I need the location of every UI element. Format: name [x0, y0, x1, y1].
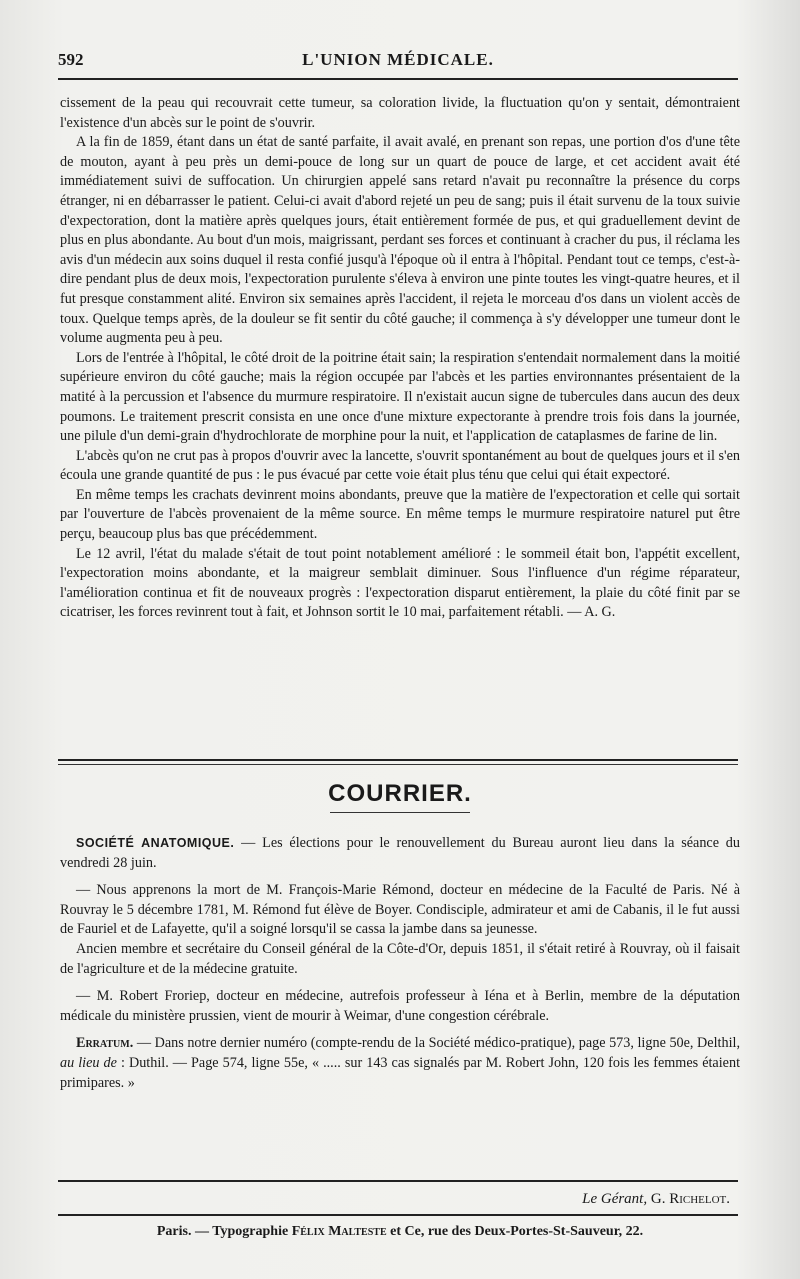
page-number: 592 [58, 50, 84, 69]
article-paragraph: A la fin de 1859, étant dans un état de santé parfaite, il avait avalé, en prenant son repas, une portion d'os d'une tête de mouton, ayant à peu près un demi-pouce de long sur un quart de pouce de large, et cet accident avait été immédiatement suivi de suffocation. Un chirurgien appelé sans retard n'avait pu reconnaître la présence du corps étranger, ni en débarrasser le patient. Celui-ci avait d'abord rejeté un peu de sang; puis il était survenu de la toux suivie d'expectoration, dont la matière après quelques jours, était entièrement formée de pus, et qui graduellement devint de plus en plus abondante. Au bout d'un mois, maigrissant, perdant ses forces et continuant à cracher du pus, il réclama les avis d'un médecin aux soins duquel il resta confié jusqu'à l'époque où il entra à l'hôpital. Pendant tout ce temps, c'est-à-dire pendant plus de deux mois, l'expectoration purulente s'éleva à environ une pinte toutes les vingt-quatre heures, et il fut presque constamment alité. Environ six semaines après l'accident, il rejeta le morceau d'os dans un violent accès de toux. Quelque temps après, de la douleur se fit sentir du côté gauche; il commença à s'y développer une tumeur dont le volume augmenta peu à peu. [60, 134, 740, 347]
running-title: L'UNION MÉDICALE. [302, 50, 494, 69]
article-paragraph: cissement de la peau qui recouvrait cette tumeur, sa coloration livide, la fluctuation qu'on y sentait, démontraient l'existence d'un abcès sur le point de s'ouvrir. [60, 95, 740, 131]
section-rule-top [58, 759, 738, 761]
article-paragraph: L'abcès qu'on ne crut pas à propos d'ouvrir avec la lancette, s'ouvrit spontanément au bout de quelques jours et il s'en écoula une grande quantité de pus : le pus évacué par cette voie était plus ténu que celui qui était expectoré. [60, 447, 740, 484]
societe-label: SOCIÉTÉ ANATOMIQUE. [76, 836, 235, 850]
title-underline [330, 812, 470, 813]
article-body [60, 94, 740, 623]
erratum-italic: au lieu de [60, 1054, 117, 1071]
header-rule [58, 78, 738, 80]
footer-rule-bottom [58, 1214, 738, 1216]
article-paragraph: Le 12 avril, l'état du malade s'était de tout point notablement amélioré : le sommeil était bon, l'appétit excellent, l'expectoration moins abondante, et la maigreur semblait diminuer. Sous l'influence d'un régime réparateur, l'amélioration continua et fit de nouveaux progrès : l'expectoration disparut entièrement, la plaie du côté finit par se cicatriser, les forces revinrent tout à fait, et Johnson sortit le 10 mai, parfaitement rétabli. — A. G. [60, 545, 740, 621]
courrier-paragraph: Ancien membre et secrétaire du Conseil général de la Côte-d'Or, depuis 1851, il s'était retiré à Rouvray, où il faisait de l'agriculture et de la médecine gratuite. [60, 940, 740, 977]
gerant-signature [582, 1191, 730, 1208]
erratum-paragraph [60, 1034, 740, 1093]
printer-imprint [0, 1224, 800, 1240]
erratum-text-a: — Dans notre dernier numéro (compte-rendu de la Société médico-pratique), page 573, ligne 50e, Delthil, [133, 1035, 740, 1052]
courrier-body [60, 834, 740, 1093]
erratum-text-b: : Duthil. — Page 574, ligne 55e, « ..... sur 143 cas signalés par M. Robert John, 120 fois les femmes étaient primipares. » [60, 1054, 741, 1091]
courrier-paragraph [60, 834, 740, 873]
courrier-title: COURRIER. [328, 780, 472, 807]
footer-rule-top [58, 1180, 738, 1182]
gerant-label: Le Gérant, [582, 1191, 648, 1207]
courrier-paragraph: — M. Robert Froriep, docteur en médecine, autrefois professeur à Iéna et à Berlin, membre de la députation médicale du ministère prussien, vient de mourir à Weimar, d'une congestion cérébrale. [60, 988, 740, 1024]
societe-text: — Les élections pour le renouvellement du Bureau auront lieu dans la séance du vendredi 28 juin. [60, 835, 740, 871]
article-paragraph: En même temps les crachats devinrent moins abondants, preuve que la matière de l'expectoration et celle qui sortait par l'ouverture de l'abcès provenaient de la même source. En même temps le murmure respiratoire naturel put être perçu, beaucoup plus bas que précédemment. [60, 486, 740, 543]
courrier-paragraph: — Nous apprenons la mort de M. François-Marie Rémond, docteur en médecine de la Faculté de Paris. Né à Rouvray le 5 décembre 1781, M. Rémond fut élève de Boyer. Condisciple, admirateur et ami de Cabanis, il le fut aussi de Fauriel et de Lafayette, qu'il a soigné lorsqu'il se cassa la jambe dans sa jeunesse. [60, 882, 740, 938]
section-rule-bottom [58, 764, 738, 765]
erratum-label: Erratum. [76, 1035, 134, 1052]
printer-text-b: et Ce, rue des Deux-Portes-St-Sauveur, 22. [386, 1224, 644, 1239]
article-paragraph: Lors de l'entrée à l'hôpital, le côté droit de la poitrine était sain; la respiration s'entendait normalement dans la moitié supérieure environ du côté gauche; mais la région occupée par l'abcès et les parties environnantes présentaient de la matité à la percussion et l'absence du murmure respiratoire. Il n'existait aucun signe de tubercules dans aucun des deux poumons. Le traitement prescrit consista en une once d'une mixture expectorante à prendre trois fois dans la journée, une pilule d'un demi-grain d'hydrochlorate de morphine pour la nuit, et l'application de cataplasmes de farine de lin. [60, 349, 740, 445]
gerant-name: G. Richelot. [650, 1191, 730, 1207]
printer-text-a: Paris. — Typographie [156, 1224, 292, 1239]
page-header [58, 48, 738, 74]
printer-name: Félix Malteste [291, 1224, 387, 1239]
